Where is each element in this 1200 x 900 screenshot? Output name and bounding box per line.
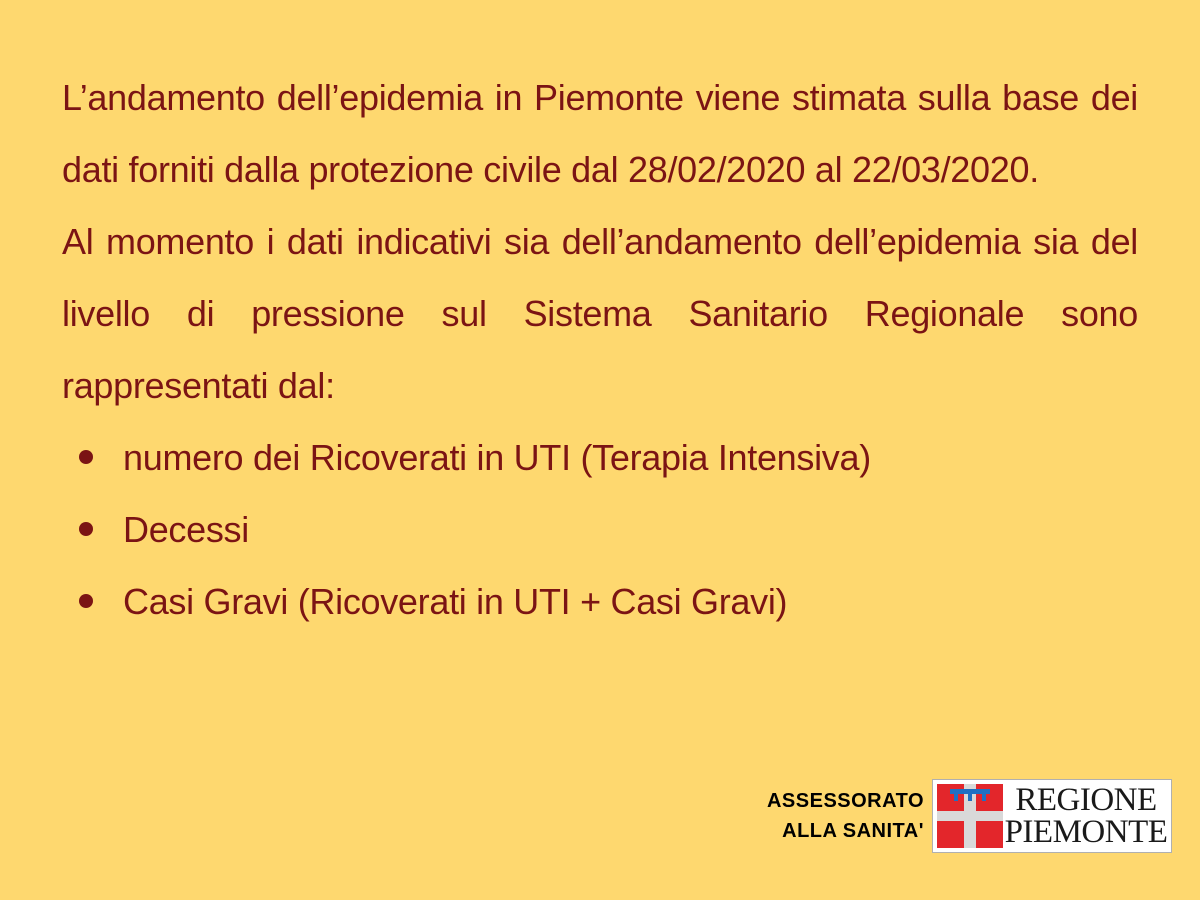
assessorato-line-1: ASSESSORATO xyxy=(766,790,924,812)
piemonte-cross-icon xyxy=(936,783,1004,849)
bullet-text: Decessi xyxy=(123,509,249,550)
list-item xyxy=(62,422,1138,494)
footer xyxy=(767,779,1172,853)
bullet-icon xyxy=(79,594,93,608)
logo-line-1: REGIONE xyxy=(1015,782,1157,818)
list-item xyxy=(62,566,1138,638)
regione-piemonte-logo xyxy=(932,779,1172,853)
bullet-icon xyxy=(79,522,93,536)
list-item xyxy=(62,494,1138,566)
body-text xyxy=(62,62,1138,638)
assessorato-line-2: ALLA SANITA' xyxy=(782,820,924,842)
logo-text xyxy=(1004,784,1168,848)
assessorato-label xyxy=(767,786,924,846)
paragraph-1: L’andamento dell’epidemia in Piemonte viene stimata sulla base dei dati forniti dalla protezione civile dal 28/02/2020 al 22/03/2020. xyxy=(62,77,1138,190)
logo-line-2: PIEMONTE xyxy=(1004,814,1168,850)
bullet-text: numero dei Ricoverati in UTI (Terapia Intensiva) xyxy=(123,437,871,478)
bullet-list xyxy=(62,422,1138,638)
bullet-text: Casi Gravi (Ricoverati in UTI + Casi Gravi) xyxy=(123,581,788,622)
paragraph-2: Al momento i dati indicativi sia dell’andamento dell’epidemia sia del livello di pressione sul Sistema Sanitario Regionale sono rappresentati dal: xyxy=(62,221,1138,406)
bullet-icon xyxy=(79,450,93,464)
